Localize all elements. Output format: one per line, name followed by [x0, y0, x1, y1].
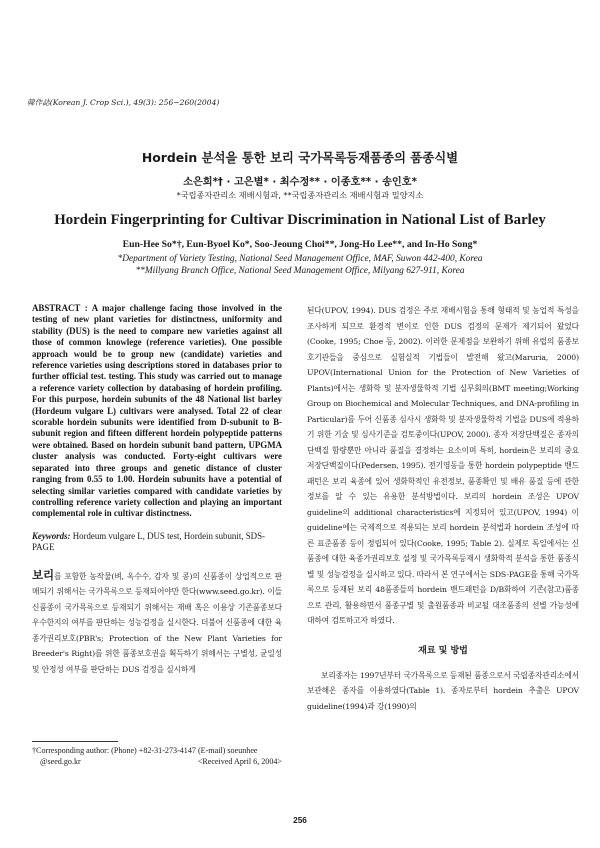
introduction-paragraph: [32, 568, 282, 678]
abstract-text: A major challenge facing those involved in the testing of new plant varieties for distinctness, uniformity and stability (DUS) is the need to compare new varieties against all those of common knowlege (reference varieties). One possible approach would be to group new (candidate) varieties and reference varieties using descriptions stored in databases prior to further official test. testing. This study was carried out to manage a reference variety collection by databasing of hordein profiling. For this purpose, hordein subunits of the 48 National list barley (Hordeum vulgare L) cultivars were analysed. Total 22 of clear scorable hordein subunits were identified from D-subunit to B-subunit region and fifteen different hordein polypeptide patterns were obtained. Based on hordein subunit band pattern, UPGMA cluster analysis was conducted. Forty-eight cultivars were separated into three groups and genetic distance of cluster ranging from 0.55 to 1.00. Hordein subunits have a potential of selecting similar varieties compared with candidate varieties by controlling reference variety collection and playing an important complemental role in cultivar distinctness.: [32, 303, 282, 519]
authors-korean: 소은희*† · 고은별* · 최수정** · 이종호** · 송인호*: [183, 177, 417, 188]
journal-reference: 韓作誌(Korean J. Crop Sci.), 49(3): 256~260(2004): [27, 98, 220, 107]
received-date: <Received April 6, 2004>: [197, 757, 282, 767]
affiliation-english-2: **Millyang Branch Office, National Seed Management Office, Milyang 627-911, Korea: [135, 266, 465, 276]
footnote-line-1: †Corresponding author: (Phone) +82-31-273-4147 (E-mail) soeunhee: [32, 746, 258, 755]
keywords: [32, 531, 282, 554]
page-number: 256: [293, 816, 307, 825]
affiliation-korean: *국립종자관리소 재배시험과, **국립종자관리소 재배시험과 밀양지소: [176, 190, 424, 200]
keywords-label: Keywords:: [32, 530, 71, 541]
abstract-label: ABSTRACT :: [32, 303, 88, 313]
right-column: [307, 303, 579, 714]
title-korean: Hordein 분석을 통한 보리 국가목록등재품종의 품종식별: [141, 150, 459, 165]
keywords-text: Hordeum vulgare L, DUS test, Hordein subunit, SDS-PAGE: [32, 530, 265, 553]
introduction-text: 를 포함한 농작물(벼, 옥수수, 감자 및 콩)의 신품종이 상업적으로 판매되기 위해서는 국가목록으로 등재되어야만 한다(www.seed.go.kr). 이들 신품종이 국가목록으로 등재되기 위해서는 재배 혹은 이용상 기존품종보다 우수한지의 여부를 판단하는 성능검정을 실시한다. 더불어 신품종에 대한 육종가권리보호(PBR's; Protection of the New Plant Varieties for Breeder's Right)를 위한 품종보호권을 획득하기 위해서는 구별성, 균일성 및 안정성 여부를 판단하는 DUS 검정을 실시하게: [32, 571, 282, 674]
footnote-divider: [32, 741, 118, 742]
right-paragraph-2: 보리종자는 1997년부터 국가목록으로 등재된 품종으로서 국립종자관리소에서 보관해온 종자를 이용하였다(Table 1). 종자로부터 hordein 추출은 UPOV guideline(1994)과 강(1990)의: [307, 670, 579, 711]
affiliation-english-1: *Department of Variety Testing, National Seed Management Office, MAF, Suwon 442-400, Korea: [117, 254, 483, 264]
authors-english: Eun-Hee So*†, Eun-Byoel Ko*, Soo-Jeoung Choi**, Jong-Ho Lee**, and In-Ho Song*: [122, 239, 478, 250]
footnote-line-2: [32, 756, 282, 767]
title-english: Hordein Fingerprinting for Cultivar Discrimination in National List of Barley: [54, 212, 546, 228]
right-paragraph-1: 된다(UPOV, 1994). DUS 검정은 주로 재배시험을 통해 형태적 및 농업적 특성을 조사하게 되므로 환경적 변이로 인한 DUS 검정의 문제가 제기되어 왔었다(Cooke, 1995; Choe 등, 2002). 이러한 문제점을 보완하기 위해 유럽의 품종보호기관들을 중심으로 실험실적 기법들이 발전해 왔고(Maruria, 2000) UPOV(International Union for the Protection of New Varieties of Plants)에서는 생화학 및 분자생물학적 기법 실무회의(BMT meeting;Working Group on Biochemical and Molecular Techniques, and DNA-profiling in Particular)를 두어 신품종 심사시 생화학 및 분자생물학적 기법을 DUS에 적용하기 위한 기술 및 심사기준을 검토중이다(UPOV, 2000). 종자 저장단백질은 종자의 단백질 함량뿐만 아니라 품질을 결정하는 요소이며 특히, hordein은 보리의 중요 저장단백질이다(Pedersen, 1995). 전기영동을 통한 hordein polypeptide 밴드패턴은 보리 육종에 있어 생화학적인 유전정보, 품종확인 및 배유 품질 등에 관한 정보를 알 수 있는 유용한 분석방법이다. 보리의 hordein 조성은 UPOV guideline의 additional characteristics에 지정되어 있고(UPOV, 1994) 이 guideline에는 국제적으로 적용되는 보리 hordein 분석법과 hordein 조성에 따른 표준품종 등이 정립되어 있다(Cooke, 1995; Table 2). 실제로 독일에서는 신품종에 대한 육종가권리보호 설정 및 국가목록등재시 생화학적 분석을 통한 품종식별 및 성능검정을 실시하고 있다. 따라서 본 연구에서는 SDS-PAGE를 통해 국가목록으로 등재된 보리 48품종들의 hordein 밴드패턴을 D/B화하여 기존(참고)품종으로 관리, 활용하면서 품종구별 및 출원품종과 비교될 대조품종의 선별 가능성에 대하여 검토하고자 하였다.: [307, 306, 579, 625]
left-column: [32, 303, 282, 677]
abstract: [32, 303, 282, 520]
introduction-lead-word: 보리: [32, 567, 55, 582]
section-title-materials-methods: 재료 및 방법: [418, 645, 468, 656]
footnote: [32, 745, 282, 768]
footnote-email-domain: @seed.go.kr: [40, 757, 81, 767]
